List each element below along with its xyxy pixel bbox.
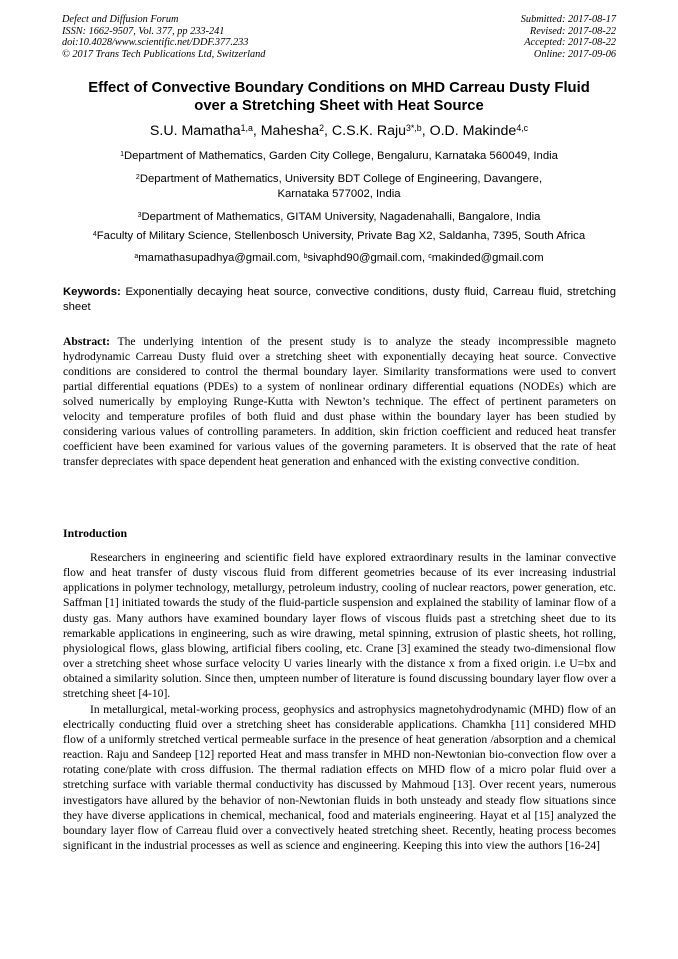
paragraph: Researchers in engineering and scientific field have explored extraordinary results in the laminar convective flow and heat transfer of dusty viscous fluid from different geometries because of its ever increasing industrial applications in polymer technology, metallurgy, petroleum industry, cooling of nuclear reactors, power generation, etc. Saffman [1] initiated towards the study of the fluid-particle suspension and explained the stability of laminar flow of a dusty gas. Many authors have examined boundary layer flows of viscous fluids past a stretching sheet due to its remarkable applications in engineering, such as wire drawing, metal spinning, extrusion of plastic sheets, hot rolling, physiological flows, glass blowing, artificial fibers cooling, etc. Crane [3] examined the steady two-dimensional flow over a stretching sheet whose surface velocity U varies linearly with the distance x from a fixed origin. i.e U=bx and obtained a similarity solution. Since then, umpteen number of literature is found discussing boundary layer flow over a stretching sheet [4-10]. bbox=[63, 551, 616, 701]
author-superscript: 1,a bbox=[240, 123, 253, 134]
submitted-date: Submitted: 2017-08-17 bbox=[520, 14, 616, 25]
author-separator: , bbox=[324, 123, 332, 139]
author-separator: , bbox=[421, 123, 430, 139]
online-date: Online: 2017-09-06 bbox=[533, 48, 616, 60]
author bbox=[430, 123, 528, 139]
affiliation-text-line-2: Karnataka 577002, India bbox=[277, 188, 401, 200]
affiliation-text: Department of Mathematics, GITAM University, Nagadenahalli, Bangalore, India bbox=[141, 211, 541, 223]
affiliation-number: 2 bbox=[135, 173, 140, 181]
revised-date: Revised: 2017-08-22 bbox=[529, 25, 616, 37]
issn-volume: ISSN: 1662-9507, Vol. 377, pp 233-241 bbox=[62, 25, 225, 37]
author bbox=[261, 123, 332, 139]
author-superscript: 2 bbox=[319, 123, 325, 134]
email-entry bbox=[304, 252, 429, 264]
journal-name: Defect and Diffusion Forum bbox=[62, 14, 179, 25]
email-address[interactable]: mamathasupadhya@gmail.com bbox=[138, 252, 298, 264]
email-entry bbox=[428, 252, 543, 264]
affiliation-1 bbox=[50, 149, 628, 164]
email-entry bbox=[134, 252, 303, 264]
author-name: C.S.K. Raju bbox=[331, 123, 407, 139]
keywords-section bbox=[63, 285, 616, 315]
affiliation-number: 4 bbox=[92, 230, 97, 238]
affiliation-2 bbox=[50, 172, 628, 202]
abstract-label: Abstract: bbox=[63, 335, 111, 348]
author bbox=[332, 123, 430, 139]
author-list bbox=[40, 122, 638, 140]
introduction-heading: Introduction bbox=[63, 526, 128, 540]
email-superscript: b bbox=[303, 252, 308, 260]
email-separator: , bbox=[297, 252, 304, 264]
affiliation-3 bbox=[50, 210, 628, 225]
abstract-text: The underlying intention of the present study is to analyze the steady incompressible magneto hydrodynamic Carreau Dusty fluid over a stretching sheet with exponentially decaying heat source. Convective conditions are considered to control the thermal boundary layer. Similarity transformations were used to convert partial differential equations (PDEs) to a system of nonlinear ordinary differential equations (NODEs) which are solved numerically by employing Runge-Kutta with Newton’s technique. The effect of pertinent parameters on velocity and temperature profiles of both fluid and dust phase within the boundary layer has been studied by considering various values of controlling parameters. In addition, skin friction coefficient and reduced heat transfer coefficient have been examined for various values of the governing parameters. It is observed that the rate of heat transfer depreciates with space dependent heat generation and enhanced with the existing convective condition. bbox=[63, 335, 616, 469]
paragraph: In metallurgical, metal-working process, geophysics and astrophysics magnetohydrodynamic (MHD) flow of an electrically conducting fluid over a stretching sheet has considerable applications. Chamkha [11] considered MHD flow of a uniformly stretched vertical permeable surface in the presence of heat generation /absorption and a chemical reaction. Raju and Sandeep [12] reported Heat and mass transfer in MHD non-Newtonian bio-convection flow over a rotating cone/plate with cross diffusion. The thermal radiation effects on MHD flow of a micro polar fluid over a stretching surface with variable thermal conductivity has discussed by Mahmoud [13]. Over recent years, numerous investigators have allured by the behavior of non-Newtonian fluids in both unsteady and steady flow situations since they have diverse applications in chemical, mechanical, food and materials engineering. Hayat et al [15] analyzed the boundary layer flow of Carreau fluid over a convectively heated stretching sheet. Recently, heating process becomes significant in the industrial processes as well as science and engineering. Keeping this into view the authors [16-24] bbox=[63, 702, 616, 852]
affiliation-text: Department of Mathematics, University BDT College of Engineering, Davangere, bbox=[139, 173, 543, 185]
accepted-date: Accepted: 2017-08-22 bbox=[524, 37, 616, 49]
author bbox=[150, 123, 261, 139]
title-line-1: Effect of Convective Boundary Conditions on MHD Carreau Dusty Fluid bbox=[88, 80, 590, 96]
affiliation-text: Department of Mathematics, Garden City College, Bengaluru, Karnataka 560049, India bbox=[123, 150, 558, 162]
title-line-2: over a Stretching Sheet with Heat Source bbox=[194, 98, 484, 114]
author-name: Mahesha bbox=[260, 123, 320, 139]
abstract-section bbox=[63, 334, 616, 469]
keywords-label: Keywords: bbox=[63, 286, 121, 298]
author-separator: , bbox=[252, 123, 261, 139]
email-superscript: a bbox=[134, 252, 139, 260]
author-superscript: 4,c bbox=[516, 123, 529, 134]
keywords-text: Exponentially decaying heat source, convective conditions, dusty fluid, Carreau fluid, stretching sheet bbox=[63, 286, 616, 313]
email-address[interactable]: sivaphd90@gmail.com bbox=[307, 252, 422, 264]
author-superscript: 3*,b bbox=[406, 123, 422, 134]
copyright: © 2017 Trans Tech Publications Ltd, Switzerland bbox=[62, 48, 266, 60]
affiliation-number: 1 bbox=[120, 150, 124, 158]
history-dates bbox=[521, 14, 616, 60]
email-address[interactable]: makinded@gmail.com bbox=[431, 252, 544, 264]
publication-info bbox=[62, 14, 265, 60]
email-list bbox=[50, 251, 628, 266]
paper-title bbox=[40, 79, 638, 115]
affiliation-4 bbox=[40, 229, 638, 244]
affiliation-text: Faculty of Military Science, Stellenbosch University, Private Bag X2, Saldanha, 7395, South Africa bbox=[96, 230, 586, 242]
introduction-body bbox=[63, 550, 616, 853]
doi: doi:10.4028/www.scientific.net/DDF.377.233 bbox=[62, 37, 249, 49]
email-separator: , bbox=[421, 252, 429, 264]
author-name: O.D. Makinde bbox=[429, 123, 517, 139]
affiliation-number: 3 bbox=[137, 211, 142, 219]
author-name: S.U. Mamatha bbox=[149, 123, 241, 139]
email-superscript: c bbox=[428, 252, 432, 260]
